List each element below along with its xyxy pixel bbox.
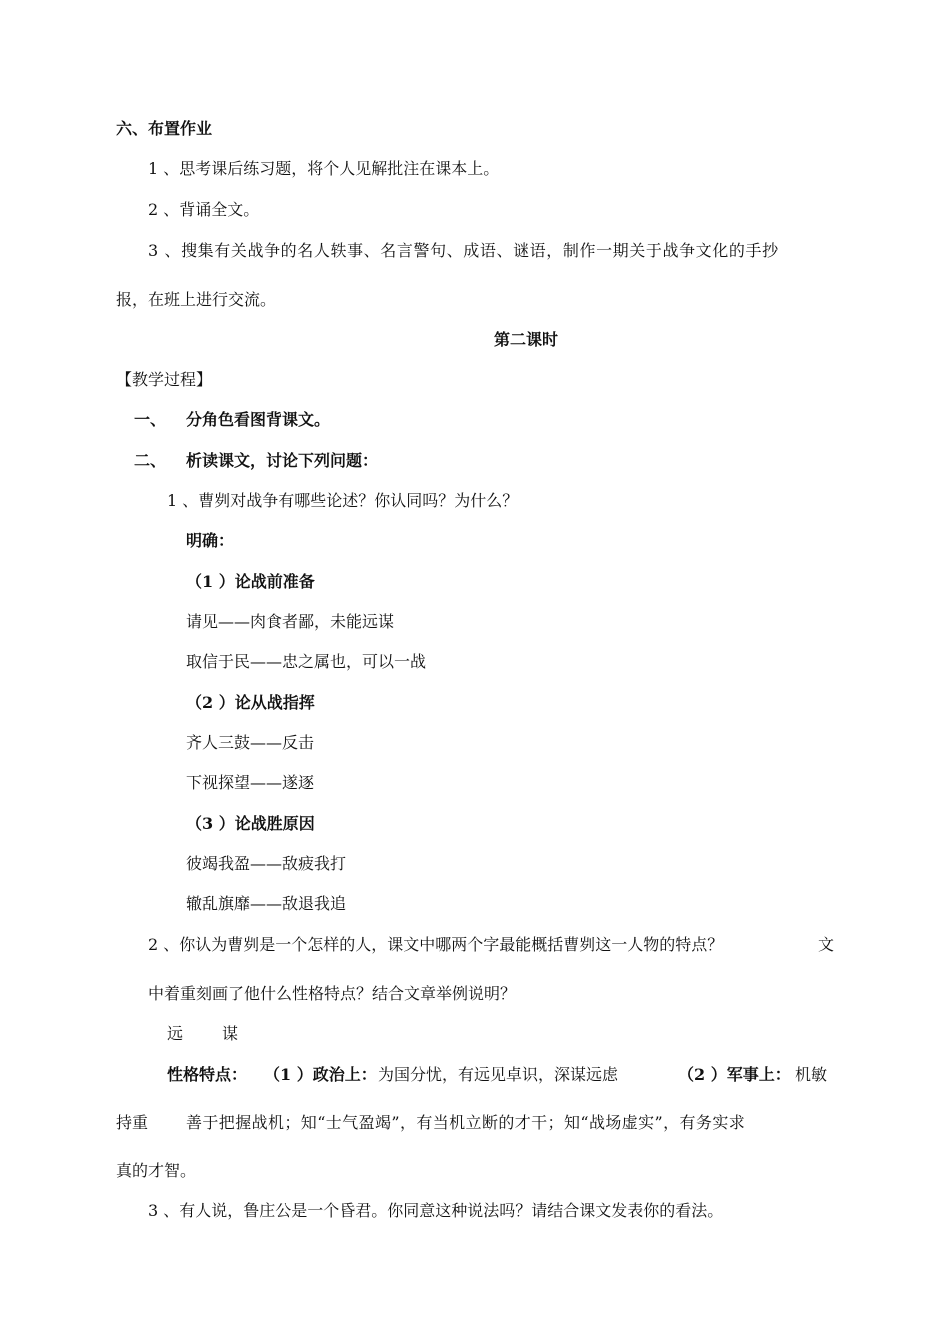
point-1-line-b: 取信于民——忠之属也，可以一战 (186, 652, 427, 671)
step-1-number: 一、 (134, 410, 167, 429)
point-3-line-b: 辙乱旗靡——敌退我追 (186, 894, 347, 913)
point-1-line-a: 请见——肉食者鄙，未能远谋 (186, 612, 395, 631)
question-1: 1 、曹刿对战争有哪些论述？你认同吗？为什么？ (167, 491, 519, 510)
homework-item-1: 1 、思考课后练习题，将个人见解批注在课本上。 (148, 159, 500, 178)
trait-label: 性格特点： (167, 1065, 248, 1084)
point-2-line-a: 齐人三鼓——反击 (186, 733, 315, 752)
point-3-line-a: 彼竭我盈——敌疲我打 (186, 854, 347, 873)
answer-char-2: 谋 (222, 1024, 239, 1043)
point-2-line-b: 下视探望——遂逐 (186, 773, 315, 792)
question-2-line1-tail: 文 (818, 935, 835, 954)
point-2-heading: （2 ）论从战指挥 (186, 693, 315, 712)
question-2-line2: 中着重刻画了他什么性格特点？结合文章举例说明？ (148, 984, 517, 1003)
section-heading-homework: 六、布置作业 (116, 119, 213, 138)
answer-char-1: 远 (167, 1024, 184, 1043)
trait-2-text-c: 善于把握战机；知“士气盈竭”，有当机立断的才干；知“战场虚实”，有务实求 (186, 1113, 746, 1132)
trait-1-label: （1 ）政治上： (264, 1065, 377, 1084)
point-3-heading: （3 ）论战胜原因 (186, 814, 315, 833)
step-2-number: 二、 (134, 451, 167, 470)
trait-2-label: （2 ）军事上： (678, 1065, 791, 1084)
trait-2-text-a: 机敏 (795, 1065, 828, 1084)
teaching-process-label: 【教学过程】 (116, 370, 213, 389)
homework-item-3-line2: 报，在班上进行交流。 (116, 290, 277, 309)
step-2-text: 析读课文，讨论下列问题： (186, 451, 379, 470)
question-3: 3 、有人说，鲁庄公是一个昏君。你同意这种说法吗？请结合课文发表你的看法。 (148, 1201, 724, 1220)
trait-1-text: 为国分忧，有远见卓识，深谋远虑 (378, 1065, 619, 1084)
homework-item-3-line1: 3 、搜集有关战争的名人轶事、名言警句、成语、谜语，制作一期关于战争文化的手抄 (148, 241, 779, 260)
step-1-text: 分角色看图背课文。 (186, 410, 331, 429)
trait-2-text-d: 真的才智。 (116, 1161, 197, 1180)
clarify-label: 明确： (186, 531, 235, 550)
lesson-title: 第二课时 (494, 330, 559, 349)
trait-2-text-b: 持重 (116, 1113, 149, 1132)
point-1-heading: （1 ）论战前准备 (186, 572, 315, 591)
question-2-line1: 2 、你认为曹刿是一个怎样的人，课文中哪两个字最能概括曹刿这一人物的特点？ (148, 935, 724, 954)
homework-item-2: 2 、背诵全文。 (148, 200, 260, 219)
